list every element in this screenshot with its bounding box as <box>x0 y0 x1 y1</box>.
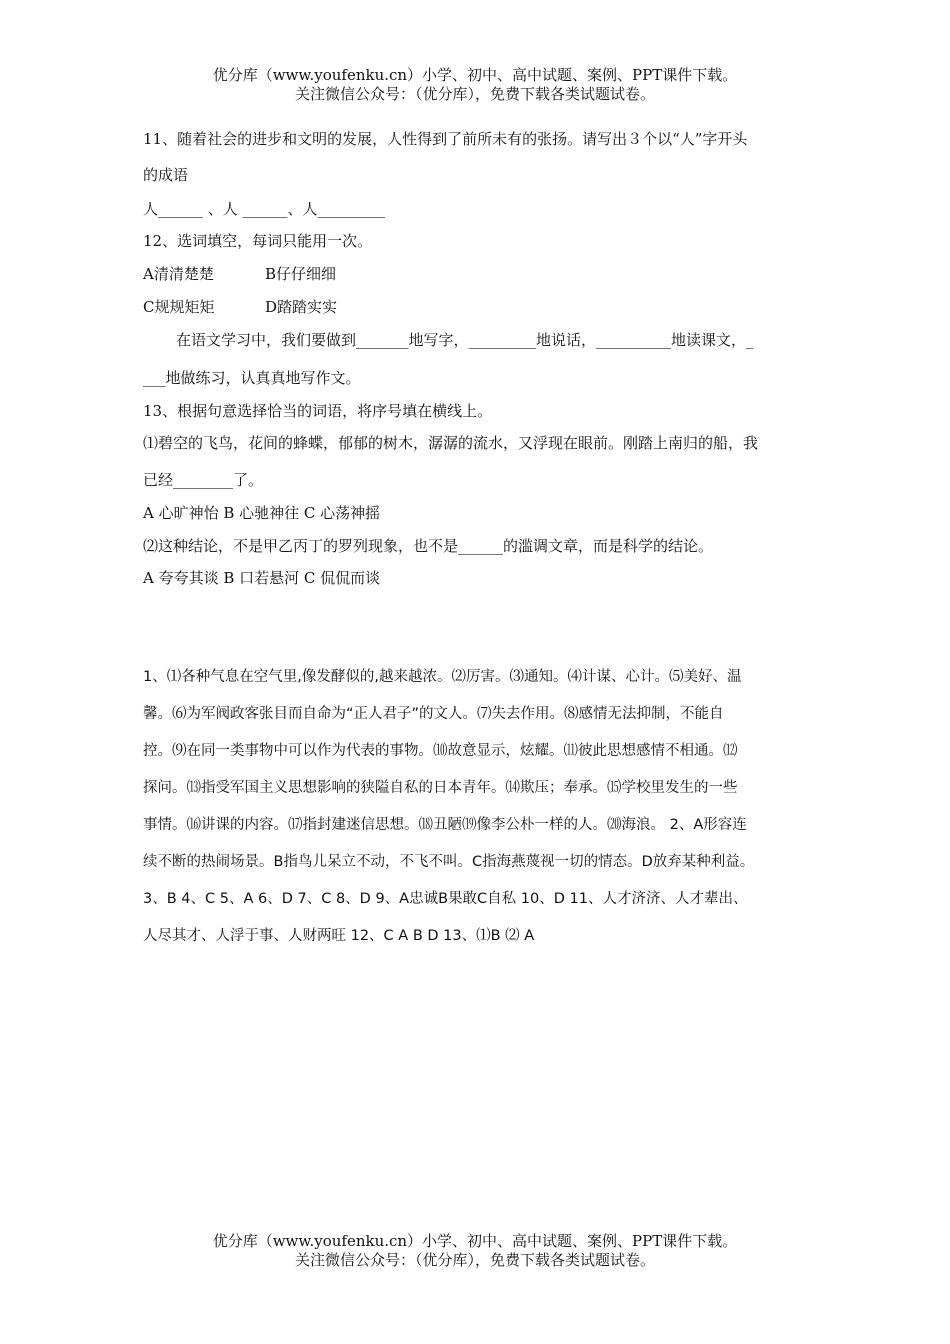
q12-title: 12、选词填空，每词只能用一次。 <box>143 232 373 250</box>
q12-text-line-1: 在语文学习中，我们要做到_______地写字，_________地说话，__________地读课文，_ <box>176 331 754 349</box>
answer-line: 控。⑼在同一类事物中可以作为代表的事物。⑽故意显示，炫耀。⑾彼此思想感情不相通。⑿ <box>143 743 738 759</box>
q11-blanks: 人______ 、人 ______、人_________ <box>143 200 386 218</box>
answer-line: 3、B 4、C 5、A 6、D 7、C 8、D 9、A忠诚B果敢C自私 10、D 11、人才济济、人才辈出、 <box>143 891 748 907</box>
q13-2-line-1: ⑵这种结论，不是甲乙丙丁的罗列现象，也不是______的滥调文章，而是科学的结论。 <box>143 537 714 555</box>
q11-line-2: 的成语 <box>143 166 189 184</box>
header-line-2: 关注微信公众号：（优分库），免费下载各类试题试卷。 <box>294 85 655 103</box>
q13-1-options: A 心旷神怡 B 心驰神往 C 心荡神摇 <box>143 504 381 522</box>
answer-line: 人尽其才、人浮于事、人财两旺 12、C A B D 13、⑴B ⑵ A <box>143 928 535 944</box>
answer-line: 续不断的热闹场景。B指鸟儿呆立不动，不飞不叫。C指海燕蔑视一切的情态。D放弃某种利益。 <box>143 854 755 870</box>
q12-option-a: A清清楚楚 <box>143 265 214 283</box>
q13-1-line-2: 已经________了。 <box>143 471 264 489</box>
q12-option-b: B仔仔细细 <box>265 265 337 283</box>
q13-1-line-1: ⑴碧空的飞鸟，花间的蜂蝶，郁郁的树木，潺潺的流水，又浮现在眼前。刚踏上南归的船，我 <box>143 434 759 452</box>
header-line-1: 优分库（www.youfenku.cn）小学、初中、高中试题、案例、PPT课件下载。 <box>212 66 738 84</box>
q11-line-1: 11、随着社会的进步和文明的发展，人性得到了前所未有的张扬。请写出３个以“人”字开头 <box>143 130 748 148</box>
footer-line-1: 优分库（www.youfenku.cn）小学、初中、高中试题、案例、PPT课件下载。 <box>212 1232 738 1250</box>
answer-line: 事情。⒃讲课的内容。⒄指封建迷信思想。⒅丑陋⒆像李公朴一样的人。⒇海浪。 2、A形容连 <box>143 817 747 833</box>
q13-2-options: A 夸夸其谈 B 口若悬河 C 侃侃而谈 <box>143 569 381 587</box>
page-footer <box>0 1232 950 1270</box>
page-header <box>0 66 950 104</box>
footer-line-2: 关注微信公众号：（优分库），免费下载各类试题试卷。 <box>294 1251 655 1269</box>
answer-line: 馨。⑹为军阀政客张目而自命为“正人君子”的文人。⑺失去作用。⑻感情无法抑制，不能自 <box>143 706 724 722</box>
q12-option-d: D踏踏实实 <box>265 298 338 316</box>
q13-title: 13、根据句意选择恰当的词语，将序号填在横线上。 <box>143 402 493 420</box>
answer-line: 1、⑴各种气息在空气里,像发酵似的,越来越浓。⑵厉害。⑶通知。⑷计谋、心计。⑸美好、温 <box>143 669 742 685</box>
q12-option-c: C规规矩矩 <box>143 298 215 316</box>
q12-text-line-2: ___地做练习，认真真地写作文。 <box>143 369 361 387</box>
answer-line: 探问。⒀指受军国主义思想影响的狭隘自私的日本青年。⒁欺压；奉承。⒂学校里发生的一些 <box>143 780 738 796</box>
